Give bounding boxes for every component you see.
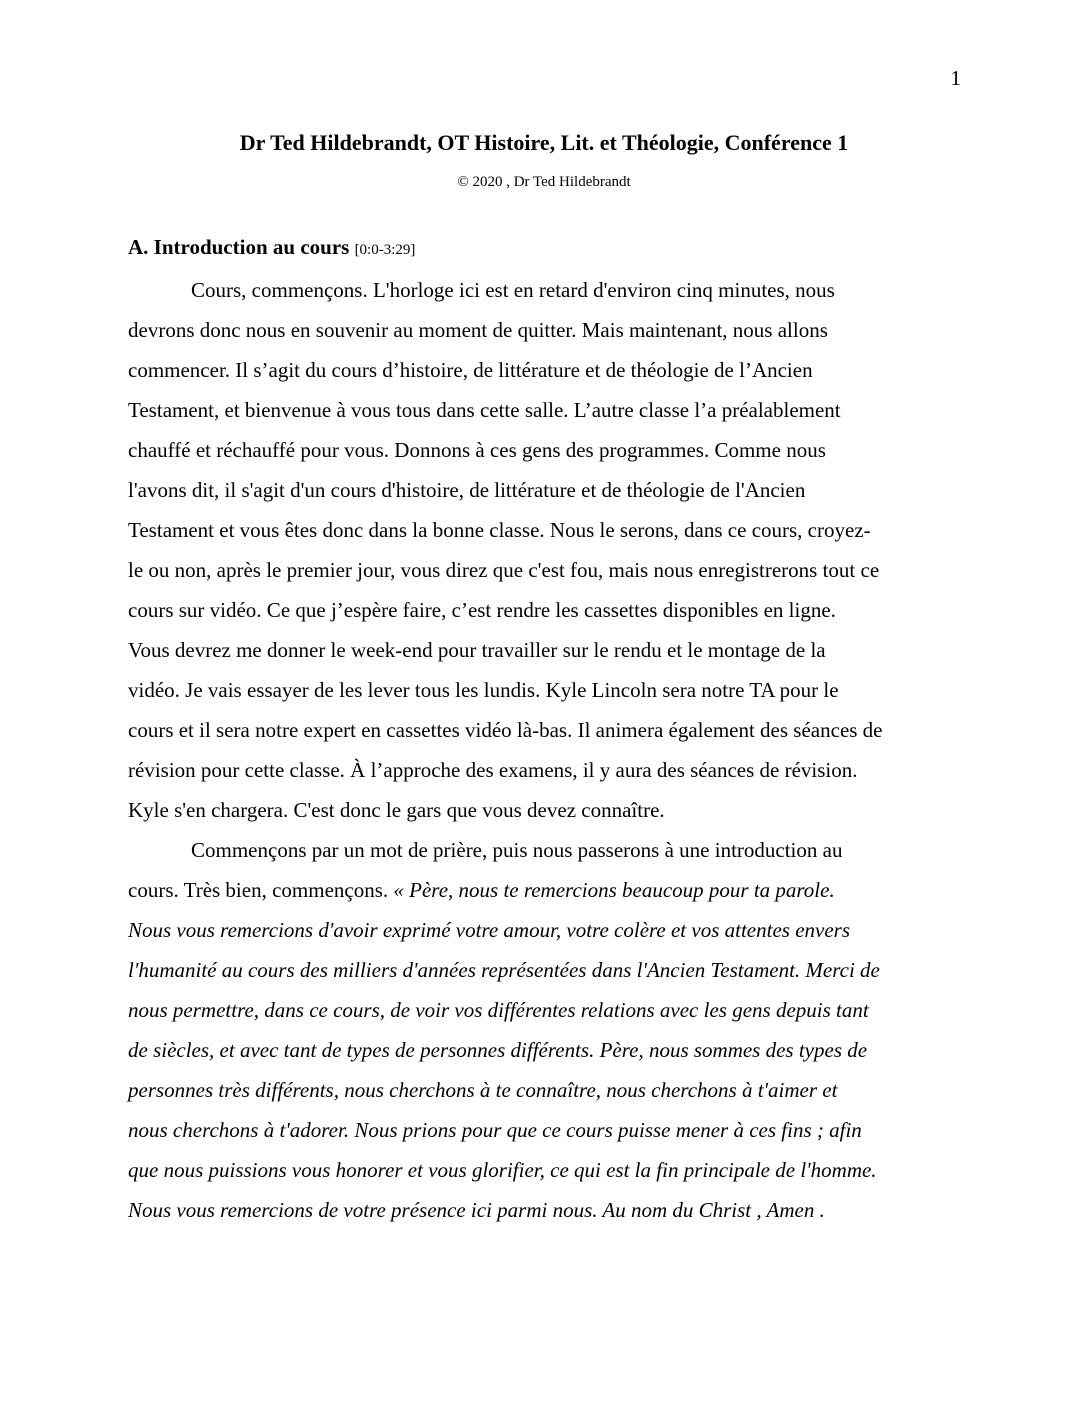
text-line: Kyle s'en chargera. C'est donc le gars que vous devez connaître. [128,798,665,822]
copyright-notice: © 2020 , Dr Ted Hildebrandt [457,174,631,190]
section-timestamp: [0:0-3:29] [354,242,416,258]
prayer-line: l'humanité au cours des milliers d'années représentées dans l'Ancien Testament. Merci de [128,958,880,982]
page-number: 1 [950,66,961,90]
text-line: Vous devrez me donner le week-end pour travailler sur le rendu et le montage de la [128,638,826,662]
text-line: cours sur vidéo. Ce que j’espère faire, c’est rendre les cassettes disponibles en ligne. [128,598,836,622]
section-heading-text: A. Introduction au cours [128,235,350,259]
paragraph-prayer [128,830,960,1230]
text-line: vidéo. Je vais essayer de les lever tous les lundis. Kyle Lincoln sera notre TA pour le [128,678,839,702]
text-line: Cours, commençons. L'horloge ici est en retard d'environ cinq minutes, nous [191,278,835,302]
text-line: l'avons dit, il s'agit d'un cours d'histoire, de littérature et de théologie de l'Ancien [128,478,806,502]
paragraph-intro [128,270,960,830]
prayer-text: « Père, nous te remercions beaucoup pour ta parole. [393,878,835,902]
document-title: Dr Ted Hildebrandt, OT Histoire, Lit. et Théologie, Conférence 1 [239,130,849,155]
text-line: Commençons par un mot de prière, puis nous passerons à une introduction au [191,838,843,862]
prayer-line: nous permettre, dans ce cours, de voir vos différentes relations avec les gens depuis tant [128,998,869,1022]
text-line: cours et il sera notre expert en cassettes vidéo là-bas. Il animera également des séances de [128,718,883,742]
text-line: commencer. Il s’agit du cours d’histoire, de littérature et de théologie de l’Ancien [128,358,813,382]
text-line [128,870,960,910]
text-line: Testament, et bienvenue à vous tous dans cette salle. L’autre classe l’a préalablement [128,398,841,422]
prayer-line: de siècles, et avec tant de types de personnes différents. Père, nous sommes des types de [128,1038,868,1062]
text-segment: cours. Très bien, commençons. [128,878,394,902]
prayer-line: personnes très différents, nous cherchons à te connaître, nous cherchons à t'aimer et [128,1078,838,1102]
section-heading [128,233,415,264]
prayer-line: Nous vous remercions d'avoir exprimé votre amour, votre colère et vos attentes envers [128,918,851,942]
prayer-line: Nous vous remercions de votre présence ici parmi nous. Au nom du Christ , Amen . [128,1198,825,1222]
text-line: devrons donc nous en souvenir au moment de quitter. Mais maintenant, nous allons [128,318,828,342]
text-line: le ou non, après le premier jour, vous direz que c'est fou, mais nous enregistrerons tout ce [128,558,880,582]
text-line: révision pour cette classe. À l’approche des examens, il y aura des séances de révision. [128,758,858,782]
prayer-line: nous cherchons à t'adorer. Nous prions pour que ce cours puisse mener à ces fins ; afin [128,1118,862,1142]
prayer-line: que nous puissions vous honorer et vous glorifier, ce qui est la fin principale de l'homme. [128,1158,877,1182]
text-line: Testament et vous êtes donc dans la bonne classe. Nous le serons, dans ce cours, croyez- [128,518,871,542]
document-body [128,270,960,1230]
text-line: chauffé et réchauffé pour vous. Donnons à ces gens des programmes. Comme nous [128,438,826,462]
